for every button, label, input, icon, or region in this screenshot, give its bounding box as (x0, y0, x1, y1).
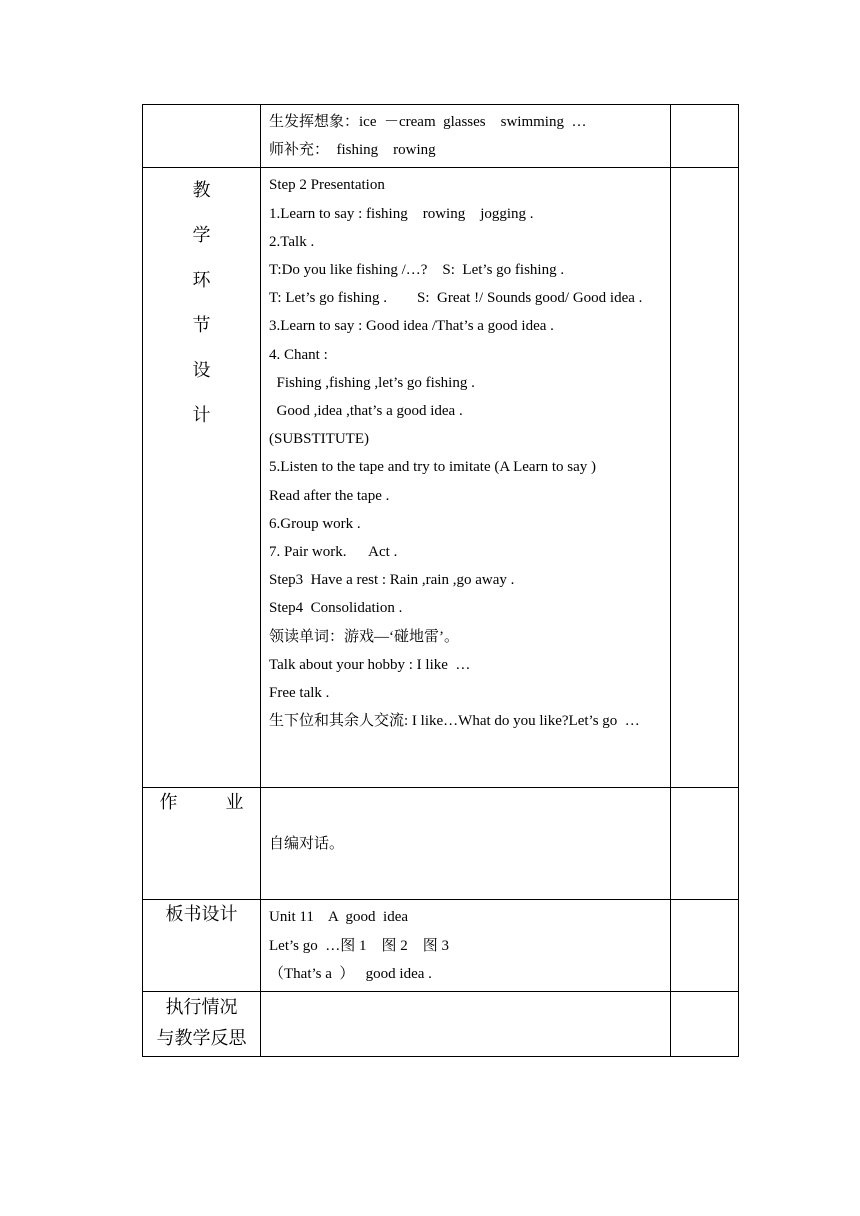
table-row (143, 788, 739, 900)
text-line: Good ,idea ,that’s a good idea . (269, 403, 463, 420)
table-row (143, 105, 739, 168)
text-line: 5.Listen to the tape and try to imitate (A Learn to say ) (269, 459, 596, 476)
content-cell (261, 105, 671, 168)
label-cell-empty (143, 105, 261, 168)
text-line: 2.Talk . (269, 233, 315, 250)
table-row (143, 992, 739, 1057)
text-line: 3.Learn to say : Good idea /That’s a good idea . (269, 318, 554, 335)
text-line: Step3 Have a rest : Rain ,rain ,go away . (269, 572, 515, 589)
notes-cell (671, 788, 739, 900)
text-line: 生发挥想象：ice －cream glasses swimming … (269, 114, 587, 130)
label-char: 学 (192, 225, 211, 246)
content-cell (261, 788, 671, 900)
text-line: 领读单词：游戏—‘碰地雷’。 (269, 628, 459, 645)
text-line: 7. Pair work. Act . (269, 544, 398, 561)
section-label-teaching-design (143, 168, 261, 788)
notes-cell (671, 900, 739, 992)
label-char: 环 (192, 270, 211, 291)
section-label-homework (143, 788, 261, 900)
label-char: 设 (192, 360, 211, 381)
lesson-plan-table (142, 104, 739, 1057)
text-line: Step 2 Presentation (269, 177, 385, 194)
text-line: （That’s a ） good idea . (269, 965, 432, 982)
text-line: (SUBSTITUTE) (269, 431, 369, 448)
text-line: T: Let’s go fishing . S: Great !/ Sounds good/ Good idea . (269, 290, 643, 307)
text-line: 生下位和其余人交流: I like…What do you like?Let’s go … (269, 713, 640, 730)
label-text: 与教学反思 (156, 1028, 247, 1049)
content-cell (261, 168, 671, 788)
section-label-board-design (143, 900, 261, 992)
homework-text: 自编对话。 (269, 835, 345, 852)
text-line: Talk about your hobby : I like … (269, 656, 471, 673)
table-row (143, 900, 739, 992)
text-line: 4. Chant : (269, 346, 328, 363)
label-text: 板书设计 (165, 904, 238, 925)
notes-cell (671, 105, 739, 168)
text-line: 1.Learn to say : fishing rowing jogging . (269, 205, 534, 222)
text-line: T:Do you like fishing /…? S: Let’s go fishing . (269, 262, 565, 279)
text-line: Unit 11 A good idea (269, 909, 409, 926)
section-label-reflection (143, 992, 261, 1057)
content-cell (261, 900, 671, 992)
text-line: Read after the tape . (269, 487, 390, 504)
notes-cell (671, 168, 739, 788)
label-text: 执行情况 (165, 997, 238, 1018)
text-line: Step4 Consolidation . (269, 600, 403, 617)
label-char: 业 (225, 792, 244, 813)
text-line: 师补充： fishing rowing (269, 142, 436, 159)
content-cell (261, 992, 671, 1057)
text-line: Free talk . (269, 685, 330, 702)
table-row (143, 168, 739, 788)
label-char: 作 (159, 792, 178, 813)
label-char: 教 (192, 180, 211, 201)
text-line: Let’s go …图 1 图 2 图 3 (269, 937, 449, 954)
label-char: 计 (192, 405, 211, 426)
text-line: 6.Group work . (269, 515, 361, 532)
text-line: Fishing ,fishing ,let’s go fishing . (269, 374, 475, 391)
label-char: 节 (192, 315, 211, 336)
notes-cell (671, 992, 739, 1057)
